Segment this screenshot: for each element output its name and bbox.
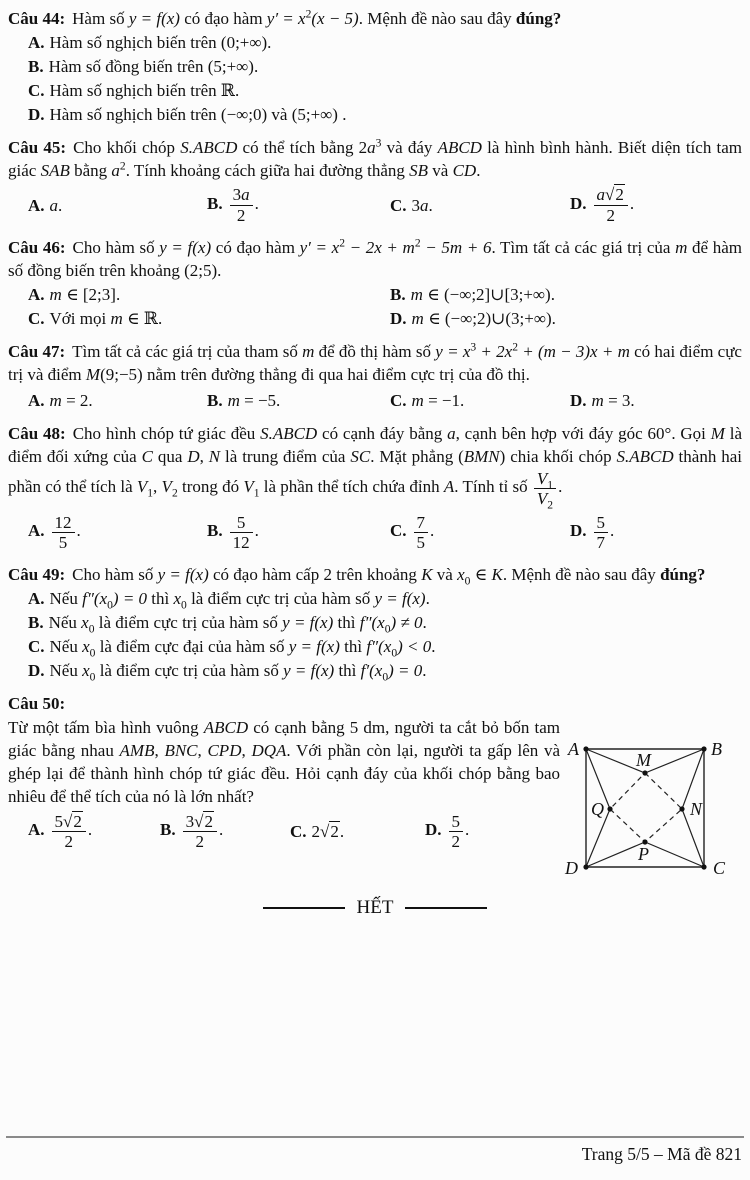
question-47-label: Câu 47: (8, 342, 66, 361)
question-45-stem (8, 136, 742, 182)
question-45-options (8, 183, 742, 227)
end-divider (8, 896, 742, 919)
option-a: A. a. (28, 195, 63, 215)
option-a: A. Hàm số nghịch biến trên (0;+∞). (28, 33, 272, 52)
question-49 (8, 563, 742, 683)
option-d: D. m ∈ (−∞;2)∪(3;+∞). (390, 309, 556, 328)
question-48-text: Cho hình chóp tứ giác đều S.ABCD có cạnh đáy bằng a, cạnh bên hợp với đáy góc 60°. Gọi M là điểm đối xứng của C qua D, N là trung điểm của SC. Mặt phẳng (BMN) chia khối chóp S.ABCD thành hai phần có thể tích là $V_1$, $V_2$ trong đó $V_1$ là phần thể tích chứa đỉnh A. Tính tỉ số $\frac{V_1}{V_2}$ . (8, 424, 742, 512)
question-46-options (8, 283, 742, 331)
option-c: C. Nếu $x_0$ là điểm cực đại của hàm số y = f(x) thì $f''(x_0) < 0$. (28, 637, 436, 660)
option-b: B. $\frac{3a}{2}$ . (207, 185, 259, 225)
option-a: A. $\frac{12}{5}$ . (28, 512, 81, 552)
option-a: A. $\frac{5√2}{2}$ . (28, 811, 93, 851)
question-48-label: Câu 48: (8, 424, 66, 443)
option-a: A. m = 2. (28, 390, 93, 410)
option-d: D. $\frac{a√2}{2}$ . (570, 185, 635, 225)
label-p: P (638, 844, 649, 865)
option-d: D. Hàm số nghịch biến trên (−∞;0) và (5;+∞) . (28, 105, 347, 124)
option-c: C. m = −1. (390, 390, 465, 410)
question-48-stem (8, 422, 742, 512)
question-46 (8, 236, 742, 331)
question-49-text: Cho hàm số y = f(x) có đạo hàm cấp 2 trên khoảng K và $x_0$ ∈ K. Mệnh đề nào sau đây đúng? (72, 565, 706, 588)
question-50-options (8, 809, 560, 853)
option-b: B. m ∈ (−∞;2]∪[3;+∞). (390, 285, 555, 304)
label-c: C (713, 858, 726, 879)
option-d: D. $\frac{5}{7}$ . (570, 512, 615, 552)
question-44-options (8, 31, 742, 127)
page-number: Trang 5/5 – Mã đề 821 (581, 1144, 742, 1164)
option-c: C. Với mọi m ∈ ℝ. (28, 309, 163, 328)
question-47-options (8, 387, 742, 413)
question-49-label: Câu 49: (8, 565, 66, 585)
question-45 (8, 136, 742, 227)
end-marker-text: HẾT (356, 897, 394, 919)
option-a: A. m ∈ [2;3]. (28, 285, 121, 304)
question-44 (8, 7, 742, 127)
question-49-stem (8, 563, 742, 586)
label-d: D (565, 858, 578, 879)
label-a: A (568, 739, 579, 760)
question-48-options (8, 510, 742, 554)
question-44-text: Hàm số y = f(x) có đạo hàm $y' = x^2(x - 5)$. Mệnh đề nào sau đây đúng? (72, 7, 562, 28)
option-d: D. m = 3. (570, 390, 635, 410)
label-q: Q (591, 799, 604, 820)
option-c: C. 2√2. (290, 821, 345, 841)
question-44-label: Câu 44: (8, 9, 66, 28)
label-n: N (690, 799, 703, 820)
question-47-stem (8, 340, 742, 386)
question-46-stem (8, 236, 742, 282)
option-d: D. $\frac{5}{2}$ . (425, 811, 470, 851)
option-c: C. Hàm số nghịch biến trên ℝ. (28, 81, 240, 100)
option-b: B. m = −5. (207, 390, 281, 410)
option-b: B. Hàm số đồng biến trên (5;+∞). (28, 57, 259, 76)
question-47 (8, 340, 742, 413)
option-c: C. $\frac{7}{5}$ . (390, 512, 435, 552)
option-c: C. 3a. (390, 195, 433, 215)
question-50-label: Câu 50: (8, 694, 66, 714)
figure-labels (564, 739, 726, 878)
label-b: B (711, 739, 722, 760)
divider-line-right (405, 907, 487, 909)
question-44-stem (8, 7, 742, 30)
question-50 (8, 692, 742, 882)
inner-diamond-dashed (610, 773, 682, 842)
question-45-label: Câu 45: (8, 138, 67, 157)
question-50-text: Từ một tấm bìa hình vuông ABCD có cạnh bằng 5 dm, người ta cắt bỏ bốn tam giác bằng nhau AMB, BNC, CPD, DQA. Với phần còn lại, người ta gấp lên và ghép lại để thành hình chóp tứ giác đều. Hỏi cạnh đáy của khối chóp bằng bao nhiêu để thể tích của nó là lớn nhất? (8, 718, 561, 807)
square-figure (564, 722, 742, 882)
question-46-text: Cho hàm số y = f(x) có đạo hàm $y' = x^2 - 2x + m^2 - 5m + 6$. Tìm tất cả các giá trị của m để hàm số đồng biến trên khoảng (2;5). (8, 236, 743, 280)
option-b: B. Nếu $x_0$ là điểm cực trị của hàm số y = f(x) thì $f''(x_0) \ne 0$. (28, 613, 427, 636)
divider-line-left (263, 907, 345, 909)
label-m: M (636, 750, 651, 771)
option-a: A. Nếu $f''(x_0) = 0$ thì $x_0$ là điểm cực trị của hàm số y = f(x). (28, 589, 430, 612)
option-b: B. $\frac{3√2}{2}$ . (160, 811, 224, 851)
question-48 (8, 422, 742, 554)
page-footer (6, 1136, 744, 1166)
option-b: B. $\frac{5}{12}$ . (207, 512, 259, 552)
question-45-text: Cho khối chóp S.ABCD có thể tích bằng $2a^3$ và đáy ABCD là hình bình hành. Biết diện tích tam giác SAB bằng $a^2$. Tính khoảng cách giữa hai đường thẳng SB và CD. (8, 136, 742, 180)
question-47-text: Tìm tất cả các giá trị của tham số m để đồ thị hàm số $y = x^3 + 2x^2 + (m - 3)x + m$ có hai điểm cực trị và điểm M(9;−5) nằm trên đường thẳng đi qua hai điểm cực trị của đồ thị. (8, 340, 742, 384)
question-49-options (8, 587, 742, 683)
option-d: D. Nếu $x_0$ là điểm cực trị của hàm số y = f(x) thì $f'(x_0) = 0$. (28, 661, 427, 684)
question-46-label: Câu 46: (8, 238, 66, 257)
